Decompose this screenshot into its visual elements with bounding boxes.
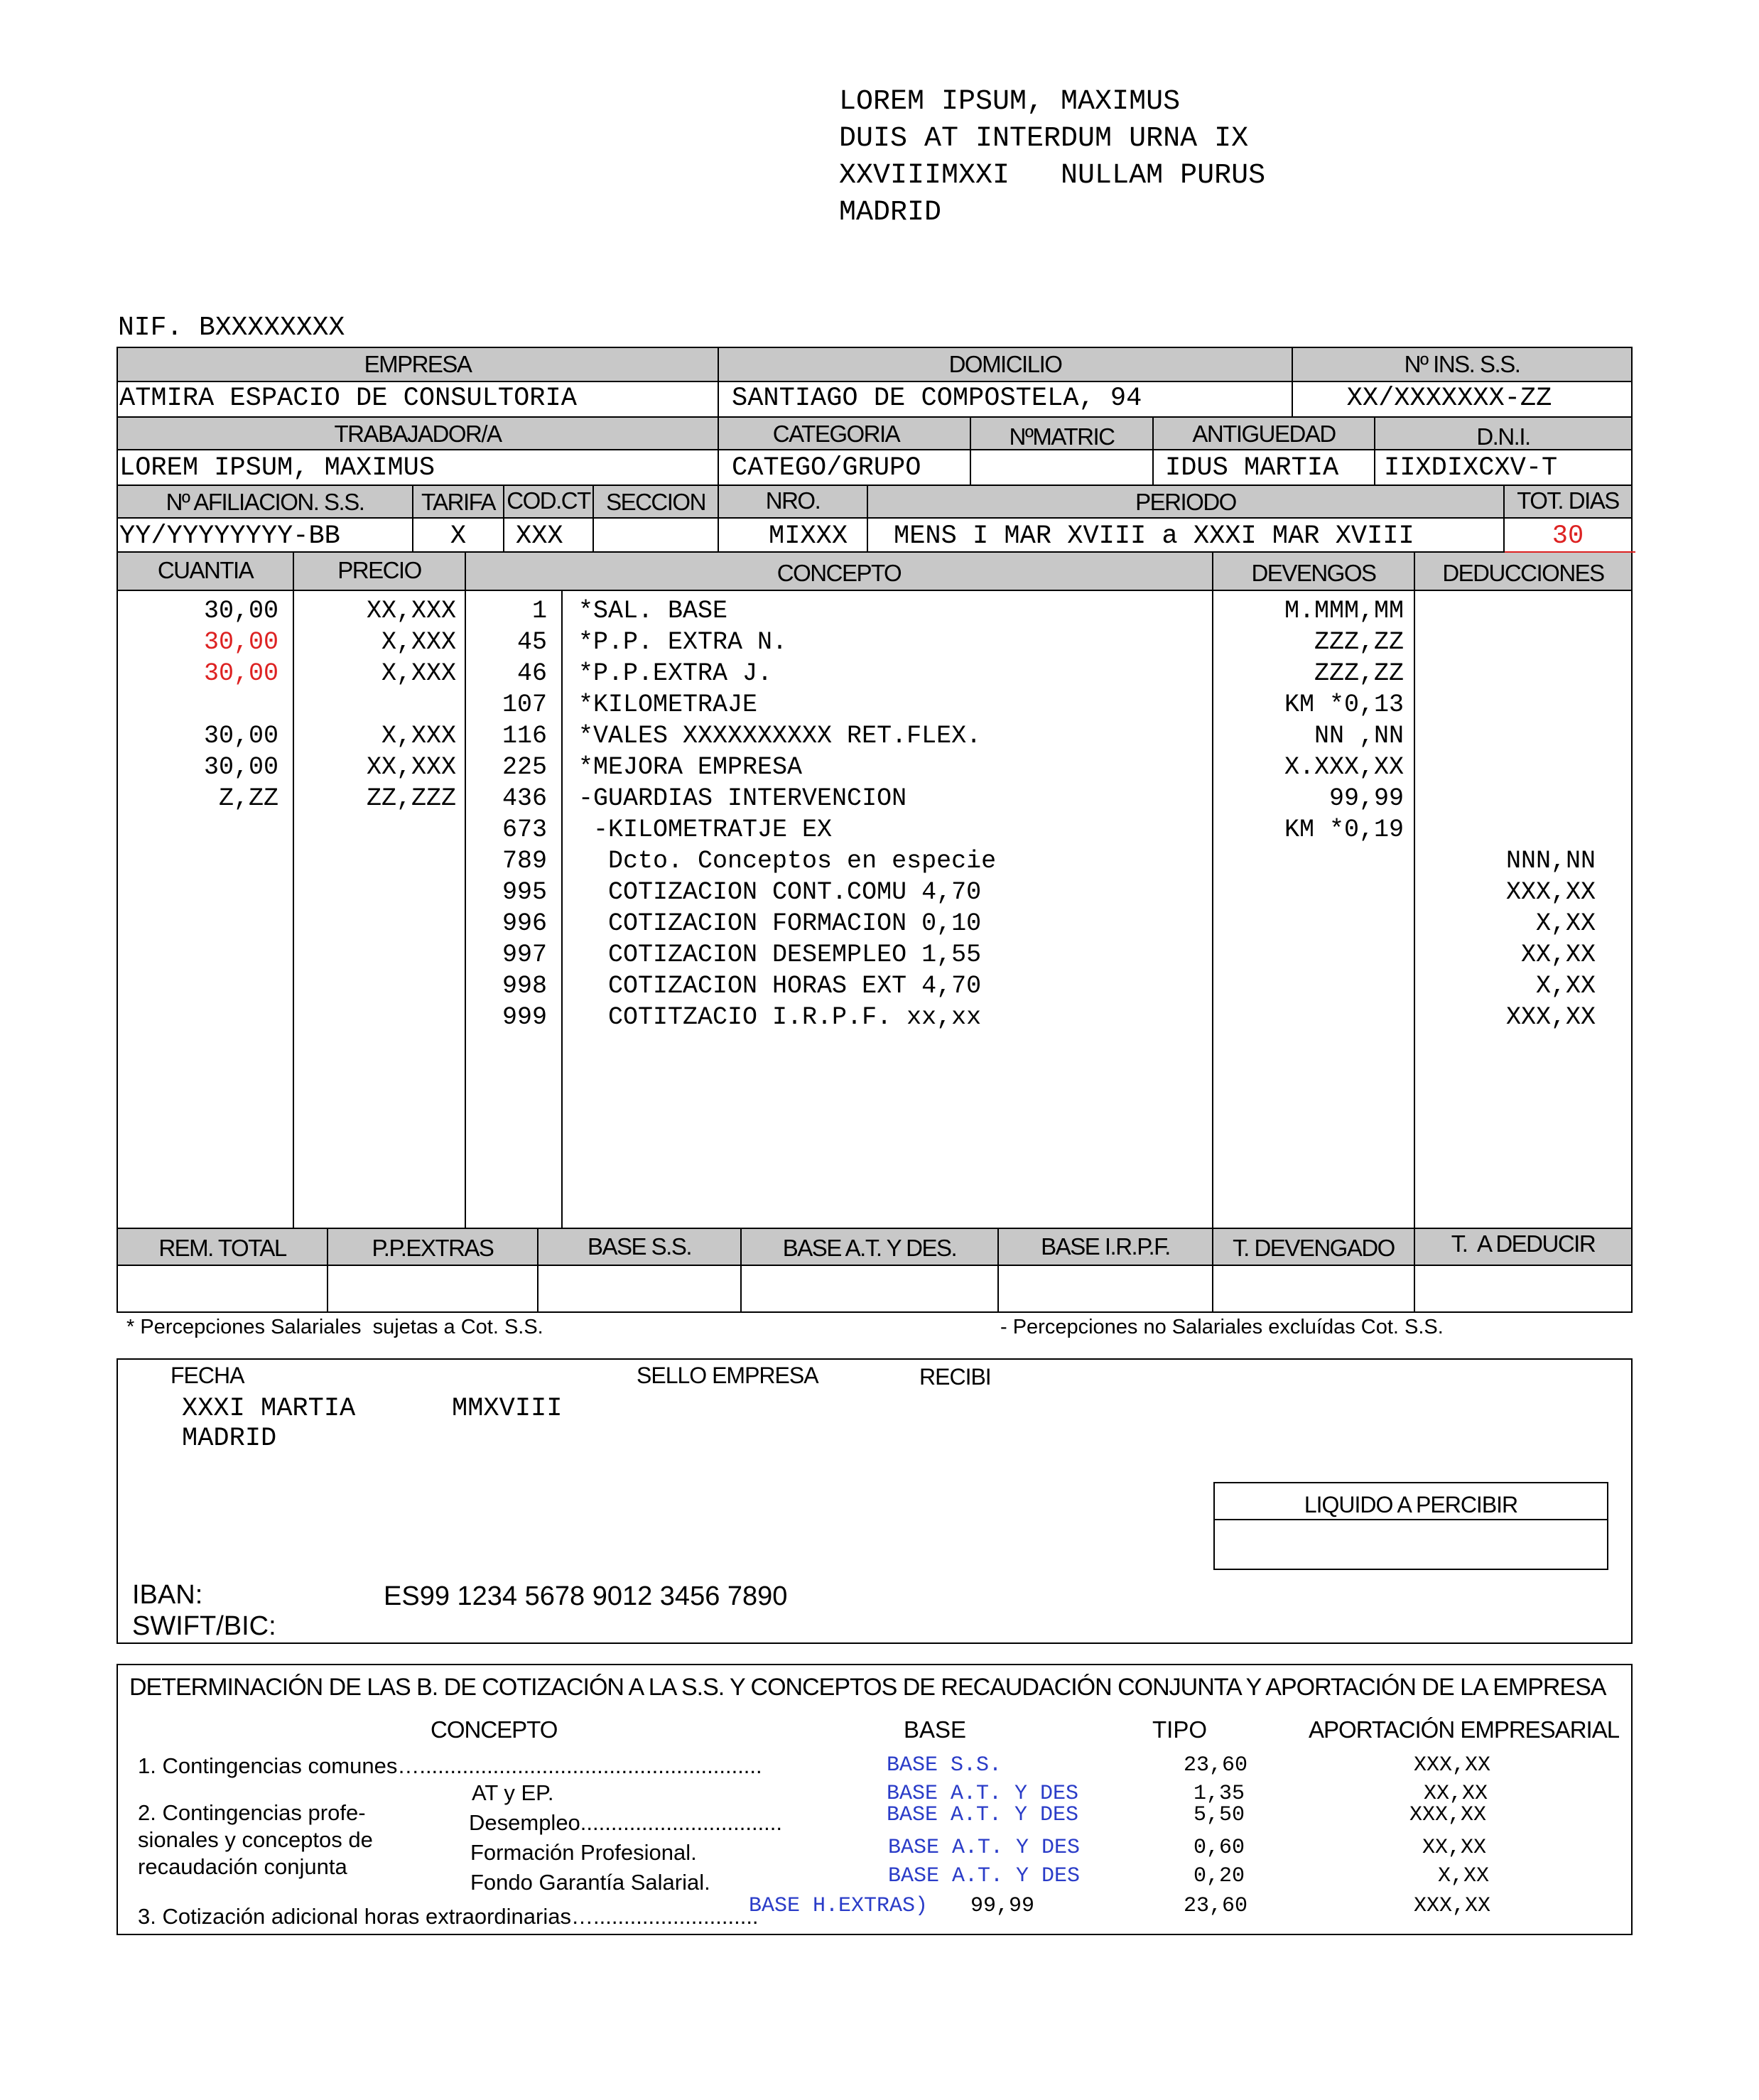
- r6-base: BASE H.EXTRAS): [749, 1894, 929, 1918]
- row-deduccion: XXX,XX: [1505, 878, 1596, 906]
- value-antiguedad: IDUS MARTIA: [1165, 453, 1339, 483]
- r4-aport: XX,XX: [1422, 1836, 1487, 1860]
- label-rem-total: REM. TOTAL: [158, 1235, 286, 1261]
- row-concepto: -GUARDIAS INTERVENCION: [578, 784, 907, 813]
- row-cuantia: 30,00: [203, 722, 278, 750]
- row-precio: X,XXX: [381, 628, 456, 656]
- contrib-c2c: recaudación conjunta: [138, 1854, 347, 1879]
- col-concepto: CONCEPTO: [776, 560, 902, 586]
- label-base-at: BASE A.T. Y DES.: [782, 1235, 957, 1261]
- value-domicilio: SANTIAGO DE COMPOSTELA, 94: [732, 384, 1142, 413]
- value-dni: IIXDIXCXV-T: [1384, 453, 1558, 483]
- value-periodo: MENS I MAR XVIII a XXXI MAR XVIII: [894, 521, 1414, 551]
- row-precio: X,XXX: [381, 659, 456, 688]
- r5-base: BASE A.T. Y DES: [888, 1864, 1081, 1888]
- value-afiliacion: YY/YYYYYYYY-BB: [119, 521, 340, 551]
- r3-aport: XXX,XX: [1409, 1803, 1487, 1827]
- address-line-2: DUIS AT INTERDUM URNA IX: [839, 123, 1249, 155]
- label-tarifa: TARIFA: [421, 489, 496, 515]
- row-deduccion: NNN,NN: [1505, 847, 1596, 875]
- contrib-h-tipo: TIPO: [1152, 1716, 1208, 1743]
- contrib-c2b: sionales y conceptos de: [138, 1827, 373, 1852]
- label-antiguedad: ANTIGUEDAD: [1192, 421, 1336, 447]
- r3-tipo: 5,50: [1194, 1803, 1245, 1827]
- r2-base: BASE A.T. Y DES: [887, 1782, 1079, 1806]
- r2-tipo: 1,35: [1194, 1782, 1245, 1806]
- contrib-h-base: BASE: [904, 1716, 967, 1743]
- row-concepto: Dcto. Conceptos en especie: [578, 847, 997, 875]
- row-deduccion: X,XX: [1535, 972, 1596, 1000]
- label-recibi: RECIBI: [919, 1364, 991, 1390]
- row-cuantia: 30,00: [203, 628, 278, 656]
- row-concepto: *KILOMETRAJE: [578, 691, 758, 719]
- label-categoria: CATEGORIA: [772, 421, 900, 447]
- contrib-sub-desempleo: Desempleo.................................: [469, 1810, 783, 1835]
- label-trabajador: TRABAJADOR/A: [334, 421, 502, 447]
- col-precio: PRECIO: [337, 557, 421, 583]
- label-tot-dias: TOT. DIAS: [1517, 487, 1619, 514]
- nif-label: NIF. BXXXXXXXX: [118, 313, 345, 343]
- row-concepto: -KILOMETRATJE EX: [578, 816, 833, 844]
- col-deducciones: DEDUCCIONES: [1442, 560, 1604, 586]
- r1-tipo: 23,60: [1184, 1753, 1248, 1777]
- row-concepto: *VALES XXXXXXXXXX RET.FLEX.: [578, 722, 982, 750]
- row-code: 107: [502, 691, 547, 719]
- row-code: 997: [502, 941, 547, 969]
- label-liquido: LIQUIDO A PERCIBIR: [1304, 1492, 1518, 1517]
- r6-value: 99,99: [970, 1894, 1035, 1918]
- row-code: 225: [502, 753, 547, 781]
- contrib-sub-fondo: Fondo Garantía Salarial.: [470, 1870, 710, 1895]
- value-fecha-day: XXXI MARTIA: [182, 1394, 356, 1424]
- label-nro: NRO.: [765, 487, 821, 514]
- contrib-h-aportacion: APORTACIÓN EMPRESARIAL: [1309, 1716, 1620, 1743]
- address-line-4: MADRID: [839, 197, 942, 229]
- r1-aport: XXX,XX: [1414, 1753, 1491, 1777]
- value-empresa: ATMIRA ESPACIO DE CONSULTORIA: [119, 384, 577, 413]
- row-code: 1: [531, 597, 547, 625]
- col-devengos: DEVENGOS: [1251, 560, 1376, 586]
- row-cuantia: 30,00: [203, 753, 278, 781]
- row-code: 999: [502, 1003, 547, 1032]
- col-cuantia: CUANTIA: [157, 557, 254, 583]
- row-precio: ZZ,ZZZ: [366, 784, 456, 813]
- label-fecha: FECHA: [171, 1363, 244, 1388]
- row-devengo: NN ,NN: [1314, 722, 1404, 750]
- row-deduccion: X,XX: [1535, 909, 1596, 938]
- label-pp-extras: P.P.EXTRAS: [372, 1235, 494, 1261]
- label-empresa: EMPRESA: [364, 351, 472, 377]
- row-deduccion: XX,XX: [1520, 941, 1596, 969]
- r1-base: BASE S.S.: [887, 1753, 1002, 1777]
- row-code: 45: [516, 628, 547, 656]
- label-cod-ct: COD.CT: [507, 487, 590, 514]
- r2-aport: XX,XX: [1424, 1782, 1488, 1806]
- label-afiliacion: Nº AFILIACION. S.S.: [166, 489, 364, 515]
- label-t-deducir: T. A DEDUCIR: [1451, 1230, 1596, 1257]
- row-precio: X,XXX: [381, 722, 456, 750]
- r6-tipo: 23,60: [1184, 1894, 1248, 1918]
- row-code: 46: [516, 659, 547, 688]
- row-devengo: X.XXX,XX: [1284, 753, 1404, 781]
- row-devengo: M.MMM,MM: [1284, 597, 1404, 625]
- row-concepto: *SAL. BASE: [578, 597, 728, 625]
- r5-tipo: 0,20: [1194, 1864, 1245, 1888]
- label-sello-empresa: SELLO EMPRESA: [637, 1363, 818, 1388]
- row-devengo: 99,99: [1328, 784, 1404, 813]
- row-concepto: COTITZACIO I.R.P.F. xx,xx: [578, 1003, 982, 1032]
- note-salariales: * Percepciones Salariales sujetas a Cot. S.S.: [126, 1316, 543, 1338]
- row-precio: XX,XXX: [366, 597, 456, 625]
- r6-aport: XXX,XX: [1414, 1894, 1491, 1918]
- note-no-salariales: - Percepciones no Salariales excluídas Cot. S.S.: [1000, 1316, 1444, 1338]
- row-code: 789: [502, 847, 547, 875]
- contrib-c3: 3. Cotización adicional horas extraordinarias…...........................: [138, 1904, 759, 1929]
- r5-aport: X,XX: [1438, 1864, 1490, 1888]
- value-cod-ct: XXX: [516, 521, 563, 551]
- r4-base: BASE A.T. Y DES: [888, 1836, 1081, 1860]
- row-concepto: *P.P. EXTRA N.: [578, 628, 788, 656]
- value-tot-dias: 30: [1552, 521, 1584, 551]
- address-line-3: XXVIIIMXXI NULLAM PURUS: [839, 160, 1266, 192]
- row-cuantia: 30,00: [203, 659, 278, 688]
- label-base-irpf: BASE I.R.P.F.: [1041, 1233, 1170, 1260]
- address-line-1: LOREM IPSUM, MAXIMUS: [839, 86, 1181, 118]
- value-fecha-year: MMXVIII: [452, 1394, 563, 1424]
- value-ins-ss: XX/XXXXXXX-ZZ: [1346, 384, 1552, 413]
- row-code: 995: [502, 878, 547, 906]
- label-periodo: PERIODO: [1135, 489, 1236, 515]
- row-concepto: COTIZACION FORMACION 0,10: [578, 909, 982, 938]
- label-domicilio: DOMICILIO: [948, 351, 1062, 377]
- label-swift: SWIFT/BIC:: [132, 1611, 276, 1641]
- row-code: 116: [502, 722, 547, 750]
- row-concepto: *P.P.EXTRA J.: [578, 659, 773, 688]
- r4-tipo: 0,60: [1194, 1836, 1245, 1860]
- row-code: 996: [502, 909, 547, 938]
- row-deduccion: XXX,XX: [1505, 1003, 1596, 1032]
- row-code: 673: [502, 816, 547, 844]
- label-matric: NºMATRIC: [1009, 423, 1115, 450]
- label-dni: D.N.I.: [1476, 423, 1530, 450]
- contrib-sub-at: AT y EP.: [472, 1780, 554, 1805]
- value-trabajador: LOREM IPSUM, MAXIMUS: [119, 453, 435, 483]
- contrib-c1: 1. Contingencias comunes…........................................................: [138, 1753, 762, 1778]
- row-concepto: *MEJORA EMPRESA: [578, 753, 803, 781]
- contrib-h-concepto: CONCEPTO: [431, 1716, 558, 1743]
- row-precio: XX,XXX: [366, 753, 456, 781]
- value-city: MADRID: [182, 1424, 277, 1454]
- row-devengo: KM *0,13: [1284, 691, 1404, 719]
- label-ins-ss: Nº INS. S.S.: [1404, 351, 1520, 377]
- row-concepto: COTIZACION CONT.COMU 4,70: [578, 878, 982, 906]
- row-concepto: COTIZACION DESEMPLEO 1,55: [578, 941, 982, 969]
- label-seccion: SECCION: [606, 489, 705, 515]
- label-t-devengado: T. DEVENGADO: [1233, 1235, 1395, 1261]
- label-iban: IBAN:: [132, 1580, 203, 1610]
- recipient-address: [839, 84, 1265, 232]
- row-cuantia: 30,00: [203, 597, 278, 625]
- label-base-ss: BASE S.S.: [587, 1233, 692, 1260]
- value-categoria: CATEGO/GRUPO: [732, 453, 921, 483]
- value-tarifa: X: [450, 521, 467, 551]
- value-iban: ES99 1234 5678 9012 3456 7890: [384, 1581, 788, 1611]
- value-nro: MIXXX: [769, 521, 848, 551]
- row-devengo: KM *0,19: [1284, 816, 1404, 844]
- contrib-c2a: 2. Contingencias profe-: [138, 1800, 366, 1825]
- row-cuantia: Z,ZZ: [218, 784, 278, 813]
- row-code: 998: [502, 972, 547, 1000]
- r3-base: BASE A.T. Y DES: [887, 1803, 1079, 1827]
- row-devengo: ZZZ,ZZ: [1314, 628, 1404, 656]
- row-devengo: ZZZ,ZZ: [1314, 659, 1404, 688]
- row-code: 436: [502, 784, 547, 813]
- contrib-title: DETERMINACIÓN DE LAS B. DE COTIZACIÓN A LA S.S. Y CONCEPTOS DE RECAUDACIÓN CONJUNTA Y APORTACIÓN DE LA EMPRESA: [129, 1674, 1606, 1701]
- row-concepto: COTIZACION HORAS EXT 4,70: [578, 972, 982, 1000]
- contrib-sub-formacion: Formación Profesional.: [470, 1840, 697, 1865]
